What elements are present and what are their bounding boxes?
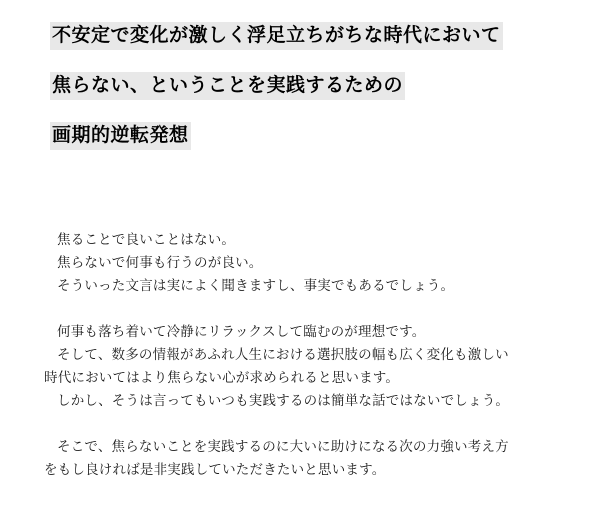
title-row bbox=[0, 122, 600, 150]
body-line: 焦ることで良いことはない。 bbox=[57, 232, 236, 247]
paragraph-spacer bbox=[44, 412, 554, 435]
paragraph-2 bbox=[44, 320, 554, 412]
title-row bbox=[0, 72, 600, 100]
body-line: そして、数多の情報があふれ人生における選択肢の幅も広く変化も激しい bbox=[57, 347, 509, 362]
document-title-block bbox=[0, 0, 600, 150]
body-line: 時代においてはより焦らない心が求められると思います。 bbox=[44, 370, 400, 385]
body-line: 焦らないで何事も行うのが良い。 bbox=[57, 255, 263, 270]
body-line: 何事も落ち着いて冷静にリラックスして臨むのが理想です。 bbox=[57, 324, 426, 339]
page-title-line-1: 不安定で変化が激しく浮足立ちがちな時代において bbox=[50, 22, 503, 50]
body-line: そういった文言は実によく聞きますし、事実でもあるでしょう。 bbox=[57, 278, 455, 293]
document-body bbox=[0, 228, 600, 481]
paragraph-3 bbox=[44, 435, 554, 481]
page-title-line-2: 焦らない、ということを実践するための bbox=[50, 72, 405, 100]
title-row bbox=[0, 22, 600, 50]
paragraph-spacer bbox=[44, 297, 554, 320]
paragraph-1 bbox=[44, 228, 554, 297]
page-title-line-3: 画期的逆転発想 bbox=[50, 122, 191, 150]
body-line: をもし良ければ是非実践していただきたいと思います。 bbox=[44, 462, 386, 477]
body-line: しかし、そうは言ってもいつも実践するのは簡単な話ではないでしょう。 bbox=[57, 393, 510, 408]
body-line: そこで、焦らないことを実践するのに大いに助けになる次の力強い考え方 bbox=[57, 439, 509, 454]
